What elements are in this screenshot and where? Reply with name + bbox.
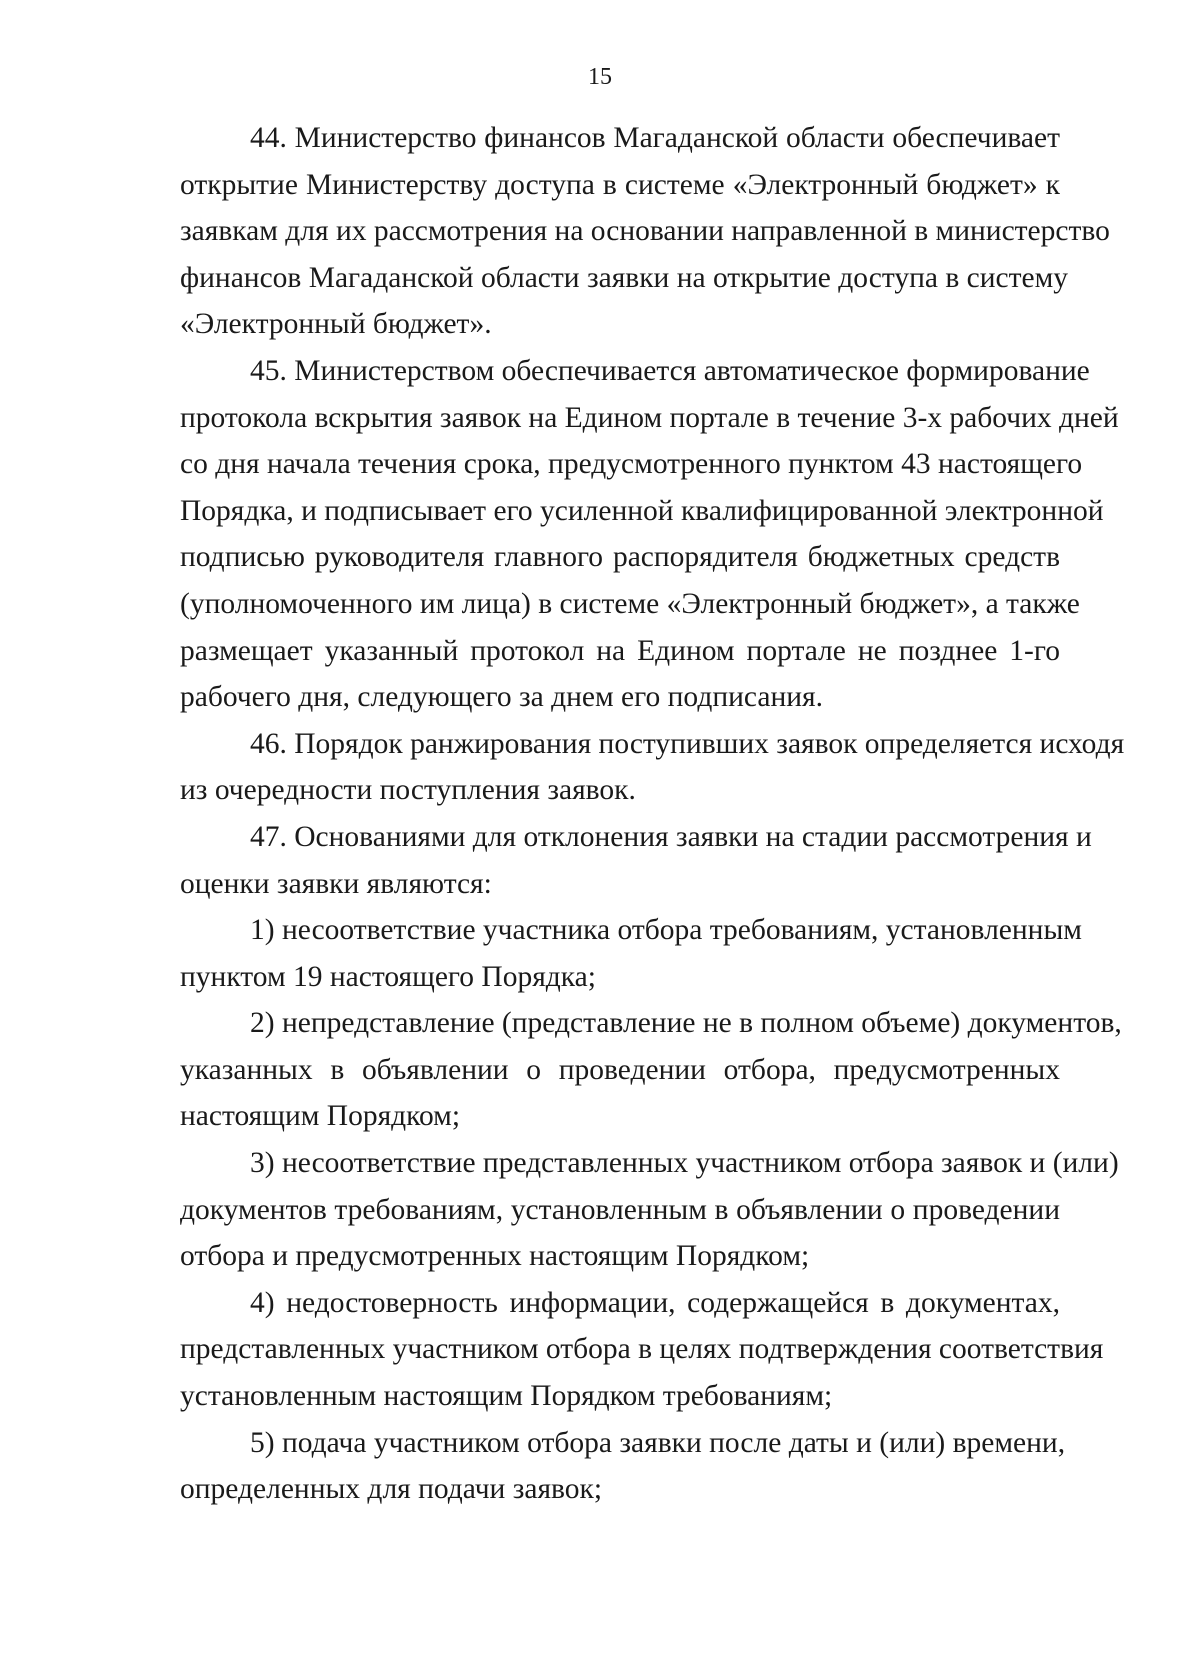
text-line: со дня начала течения срока, предусмотренного пунктом 43 настоящего bbox=[180, 448, 1083, 481]
paragraph-46 bbox=[180, 721, 1125, 814]
text-line: рабочего дня, следующего за днем его подписания. bbox=[180, 681, 823, 714]
text-line: 3) несоответствие представленных участником отбора заявок и (или) bbox=[250, 1147, 1119, 1180]
text-line: 46. Порядок ранжирования поступивших заявок определяется исходя bbox=[250, 727, 1125, 760]
paragraph-47 bbox=[180, 814, 1092, 907]
paragraph-45 bbox=[180, 348, 1119, 721]
text-line: настоящим Порядком; bbox=[180, 1100, 461, 1133]
text-line: представленных участником отбора в целях подтверждения соответствия bbox=[180, 1333, 1104, 1366]
list-item-1 bbox=[180, 907, 1082, 1000]
text-line: указанных в объявлении о проведении отбора, предусмотренных bbox=[180, 1053, 1060, 1086]
text-line: 5) подача участником отбора заявки после даты и (или) времени, bbox=[250, 1426, 1066, 1459]
page-number: 15 bbox=[588, 64, 612, 90]
text-line: оценки заявки являются: bbox=[180, 867, 492, 900]
text-line: 45. Министерством обеспечивается автоматическое формирование bbox=[250, 354, 1090, 387]
text-line: открытие Министерству доступа в системе «Электронный бюджет» к bbox=[180, 168, 1060, 201]
text-line: 47. Основаниями для отклонения заявки на стадии рассмотрения и bbox=[250, 820, 1092, 853]
text-line: 2) непредставление (представление не в полном объеме) документов, bbox=[250, 1007, 1122, 1040]
document-body bbox=[180, 115, 1125, 1513]
text-line: размещает указанный протокол на Едином портале не позднее 1-го bbox=[180, 634, 1060, 667]
list-item-3 bbox=[180, 1140, 1119, 1280]
text-line: (уполномоченного им лица) в системе «Электронный бюджет», а также bbox=[180, 587, 1080, 620]
text-line: подписью руководителя главного распорядителя бюджетных средств bbox=[180, 541, 1060, 574]
text-line: финансов Магаданской области заявки на открытие доступа в систему bbox=[180, 261, 1069, 294]
text-line: Порядка, и подписывает его усиленной квалифицированной электронной bbox=[180, 494, 1104, 527]
list-item-2 bbox=[180, 1000, 1122, 1140]
paragraph-44 bbox=[180, 115, 1110, 348]
text-line: отбора и предусмотренных настоящим Порядком; bbox=[180, 1240, 810, 1273]
text-line: определенных для подачи заявок; bbox=[180, 1473, 603, 1506]
text-line: 1) несоответствие участника отбора требованиям, установленным bbox=[250, 914, 1082, 947]
text-line: пунктом 19 настоящего Порядка; bbox=[180, 960, 596, 993]
text-line: заявкам для их рассмотрения на основании направленной в министерство bbox=[180, 215, 1110, 248]
text-line: «Электронный бюджет». bbox=[180, 308, 492, 341]
text-line: 44. Министерство финансов Магаданской области обеспечивает bbox=[250, 122, 1060, 154]
list-item-4 bbox=[180, 1280, 1104, 1420]
text-line: протокола вскрытия заявок на Едином портале в течение 3-х рабочих дней bbox=[180, 401, 1119, 434]
text-line: 4) недостоверность информации, содержащейся в документах, bbox=[250, 1286, 1060, 1319]
list-item-5 bbox=[180, 1420, 1066, 1513]
text-line: документов требованиям, установленным в объявлении о проведении bbox=[180, 1193, 1060, 1226]
text-line: из очередности поступления заявок. bbox=[180, 774, 636, 807]
text-line: установленным настоящим Порядком требованиям; bbox=[180, 1380, 833, 1413]
